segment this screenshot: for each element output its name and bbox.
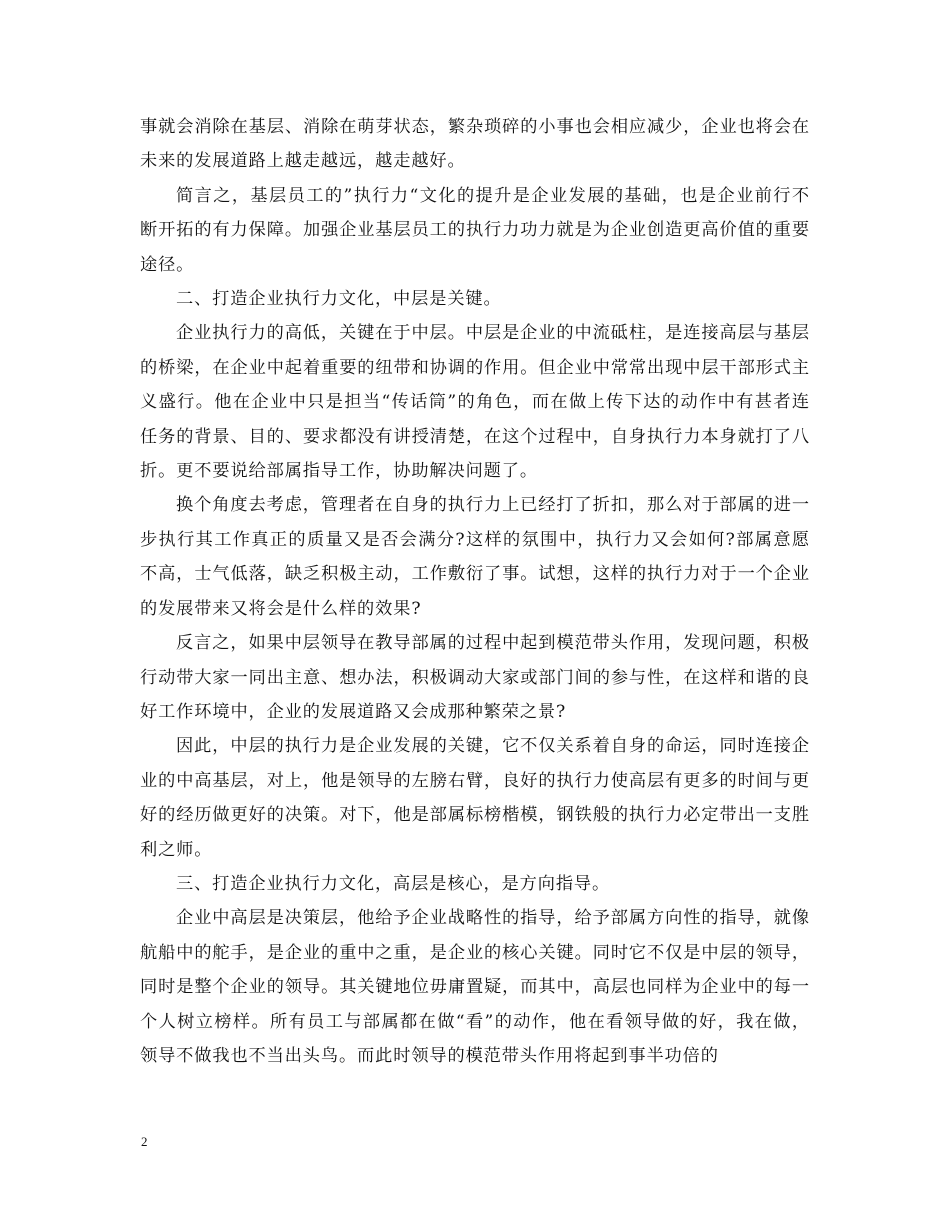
paragraph-positive-example: 反言之，如果中层领导在教导部属的过程中起到模范带头作用，发现问题，积极行动带大家一同出主意、想办法，积极调动大家或部门间的参与性，在这样和谐的良好工作环境中，企业的发展道路又会成那种繁荣之景? xyxy=(140,633,810,722)
paragraph-continuation: 事就会消除在基层、消除在萌芽状态，繁杂琐碎的小事也会相应减少，企业也将会在未来的发展道路上越走越远，越走越好。 xyxy=(140,117,810,172)
section-heading-middle-level: 二、打造企业执行力文化，中层是关键。 xyxy=(176,289,502,310)
body-text xyxy=(140,110,810,1073)
paragraph-conclusion: 因此，中层的执行力是企业发展的关键，它不仅关系着自身的命运，同时连接企业的中高基层，对上，他是领导的左膀右臂，良好的执行力使高层有更多的时间与更好的经历做更好的决策。对下，他是部属标榜楷模，钢铁般的执行力必定带出一支胜利之师。 xyxy=(140,736,810,860)
paragraph-top-level-role: 企业中高层是决策层，他给予企业战略性的指导，给予部属方向性的指导，就像航船中的舵手，是企业的重中之重，是企业的核心关键。同时它不仅是中层的领导，同时是整个企业的领导。其关键地位毋庸置疑，而其中，高层也同样为企业中的每一个人树立榜样。所有员工与部属都在做“看”的动作，他在看领导做的好，我在做，领导不做我也不当出头鸟。而此时领导的模范带头作用将起到事半功倍的 xyxy=(140,908,810,1066)
paragraph-summary: 简言之，基层员工的”执行力“文化的提升是企业发展的基础，也是企业前行不断开拓的有力保障。加强企业基层员工的执行力功力就是为企业创造更高价值的重要途径。 xyxy=(140,185,810,275)
section-heading-top-level: 三、打造企业执行力文化，高层是核心，是方向指导。 xyxy=(176,873,611,894)
page-number: 2 xyxy=(141,1134,148,1149)
paragraph-alternative-view: 换个角度去考虑，管理者在自身的执行力上已经打了折扣，那么对于部属的进一步执行其工作真正的质量又是否会满分?这样的氛围中，执行力又会如何?部属意愿不高，士气低落，缺乏积极主动，工作敷衍了事。试想，这样的执行力对于一个企业的发展带来又将会是什么样的效果? xyxy=(140,495,810,619)
paragraph-middle-level-role: 企业执行力的高低，关键在于中层。中层是企业的中流砥柱，是连接高层与基层的桥梁，在企业中起着重要的纽带和协调的作用。但企业中常常出现中层干部形式主义盛行。他在企业中只是担当“传话筒”的角色，而在做上传下达的动作中有甚者连任务的背景、目的、要求都没有讲授清楚，在这个过程中，自身执行力本身就打了八折。更不要说给部属指导工作，协助解决问题了。 xyxy=(140,323,810,482)
